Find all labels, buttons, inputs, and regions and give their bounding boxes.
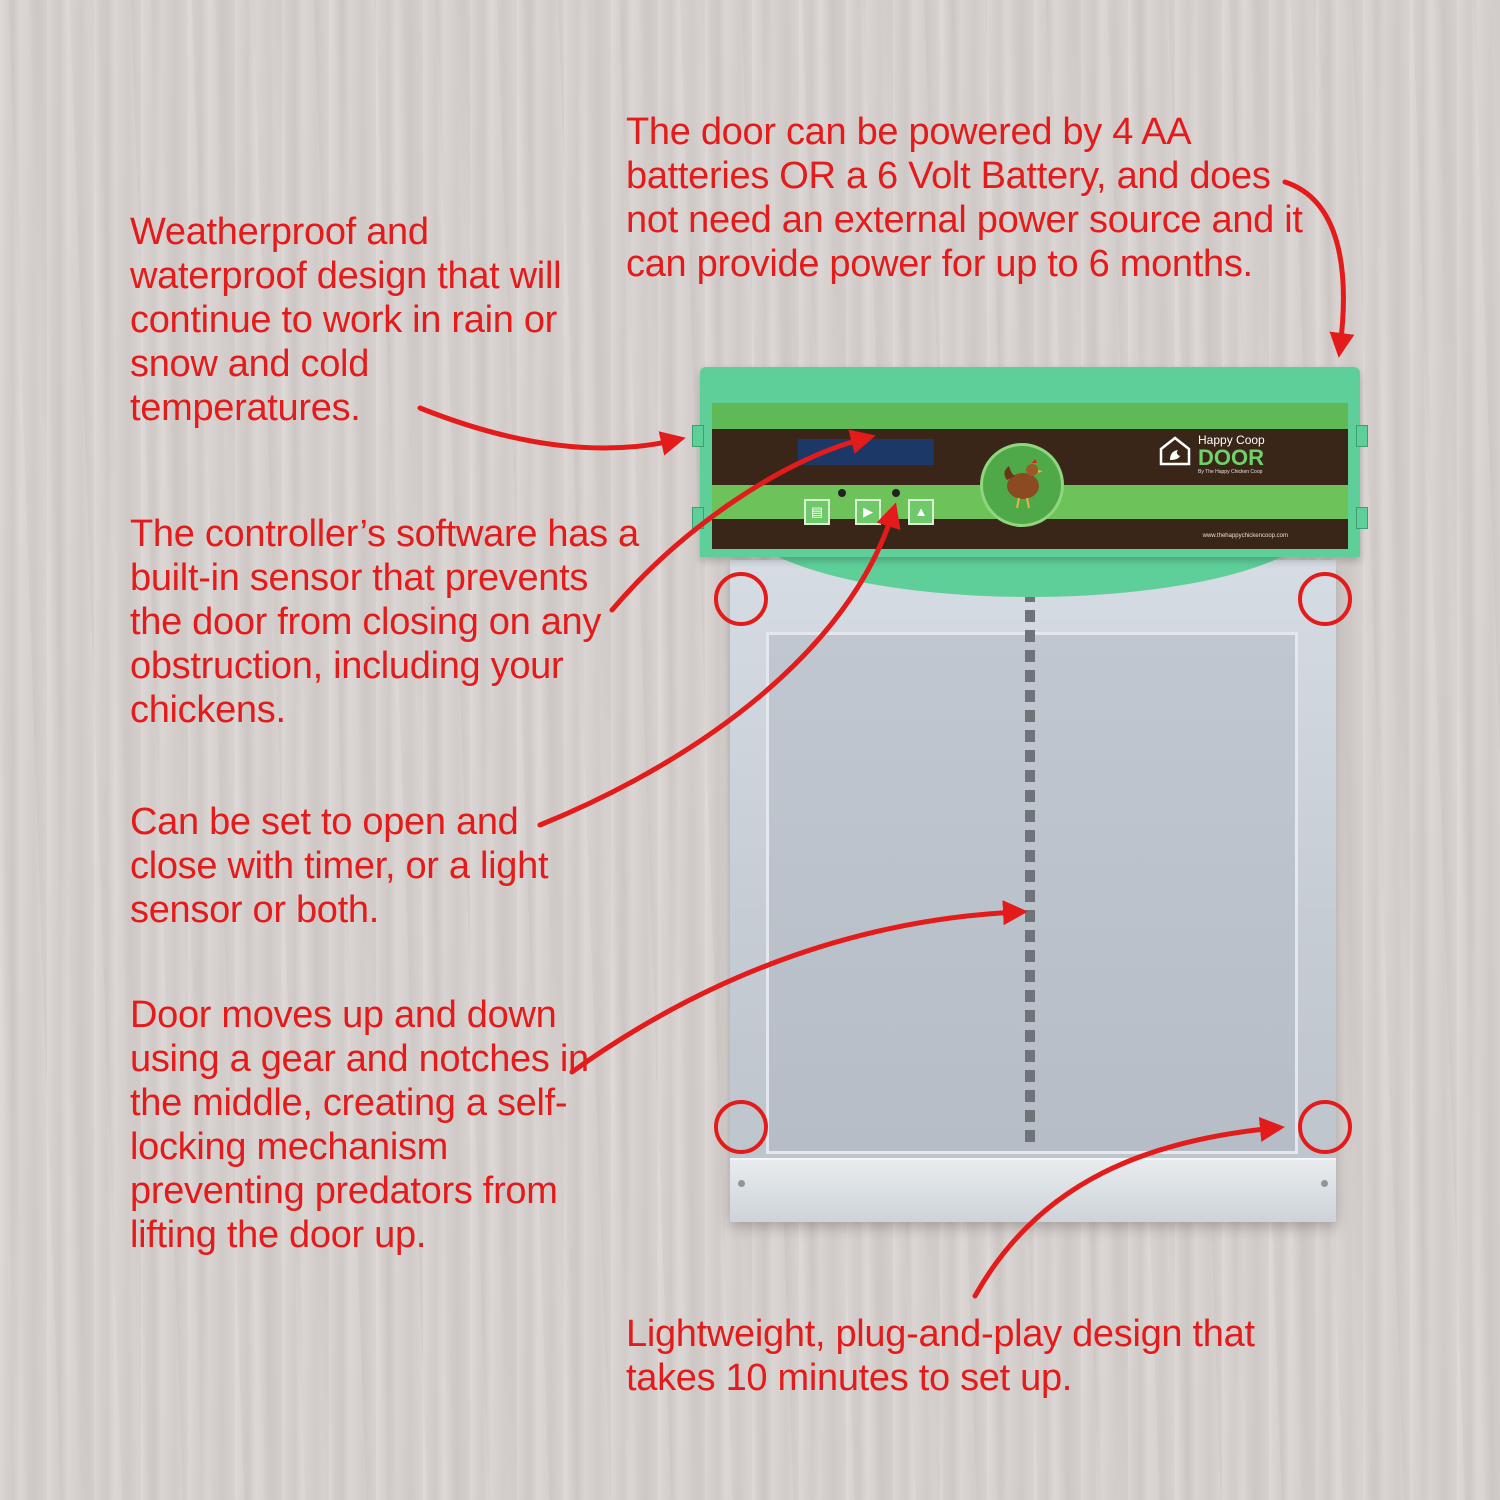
caption-weatherproof: Weatherproof and waterproof design that will continue to work in rain or snow and cold temperatures.	[130, 211, 562, 429]
brand-tagline: By The Happy Chicken Coop	[1198, 469, 1263, 475]
mount-hole-ring	[1298, 572, 1352, 626]
caption-timer: Can be set to open and close with timer, or a light sensor or both.	[130, 801, 549, 931]
caption-gear-mechanism: Door moves up and down using a gear and notches in the middle, creating a self-locking mechanism preventing predators from lifting the door up.	[130, 994, 589, 1256]
screw-icon	[1321, 1180, 1328, 1187]
hen-badge	[980, 443, 1064, 527]
brand-url: www.thehappychickencoop.com	[1202, 533, 1288, 539]
housing-clip	[692, 507, 704, 529]
brand-name-main: DOOR	[1198, 445, 1264, 470]
controller-faceplate	[712, 403, 1348, 549]
menu-button[interactable]	[804, 499, 830, 525]
status-led	[838, 489, 846, 497]
faceplate-stripe	[712, 403, 1348, 429]
screw-icon	[738, 1180, 745, 1187]
caption-lightweight: Lightweight, plug-and-play design that takes 10 minutes to set up.	[626, 1313, 1255, 1399]
door-bottom-rail	[730, 1158, 1336, 1222]
housing-clip	[1356, 425, 1368, 447]
play-icon: ▶	[863, 504, 873, 519]
door-controller	[700, 367, 1360, 607]
housing-clip	[692, 425, 704, 447]
up-button[interactable]	[908, 499, 934, 525]
play-button[interactable]	[855, 499, 881, 525]
lcd-display	[798, 439, 934, 465]
menu-icon: ▤	[810, 504, 824, 519]
gear-notches	[1025, 570, 1035, 1150]
mount-hole-ring	[714, 1100, 768, 1154]
light-sensor	[892, 489, 900, 497]
caption-power: The door can be powered by 4 AA batteries OR a 6 Volt Battery, and does not need an external power source and it can provide power for up to 6 months.	[626, 111, 1303, 285]
house-logo-icon	[1158, 433, 1192, 467]
brand-name-top: Happy Coop	[1198, 433, 1265, 447]
mount-hole-ring	[714, 572, 768, 626]
up-arrow-icon: ▲	[914, 504, 928, 519]
caption-obstruction-sensor: The controller’s software has a built-in sensor that prevents the door from closing on any obstruction, including your chickens.	[130, 513, 639, 731]
housing-clip	[1356, 507, 1368, 529]
brand-logo	[1158, 433, 1308, 475]
hen-icon	[1001, 458, 1045, 510]
mount-hole-ring	[1298, 1100, 1352, 1154]
